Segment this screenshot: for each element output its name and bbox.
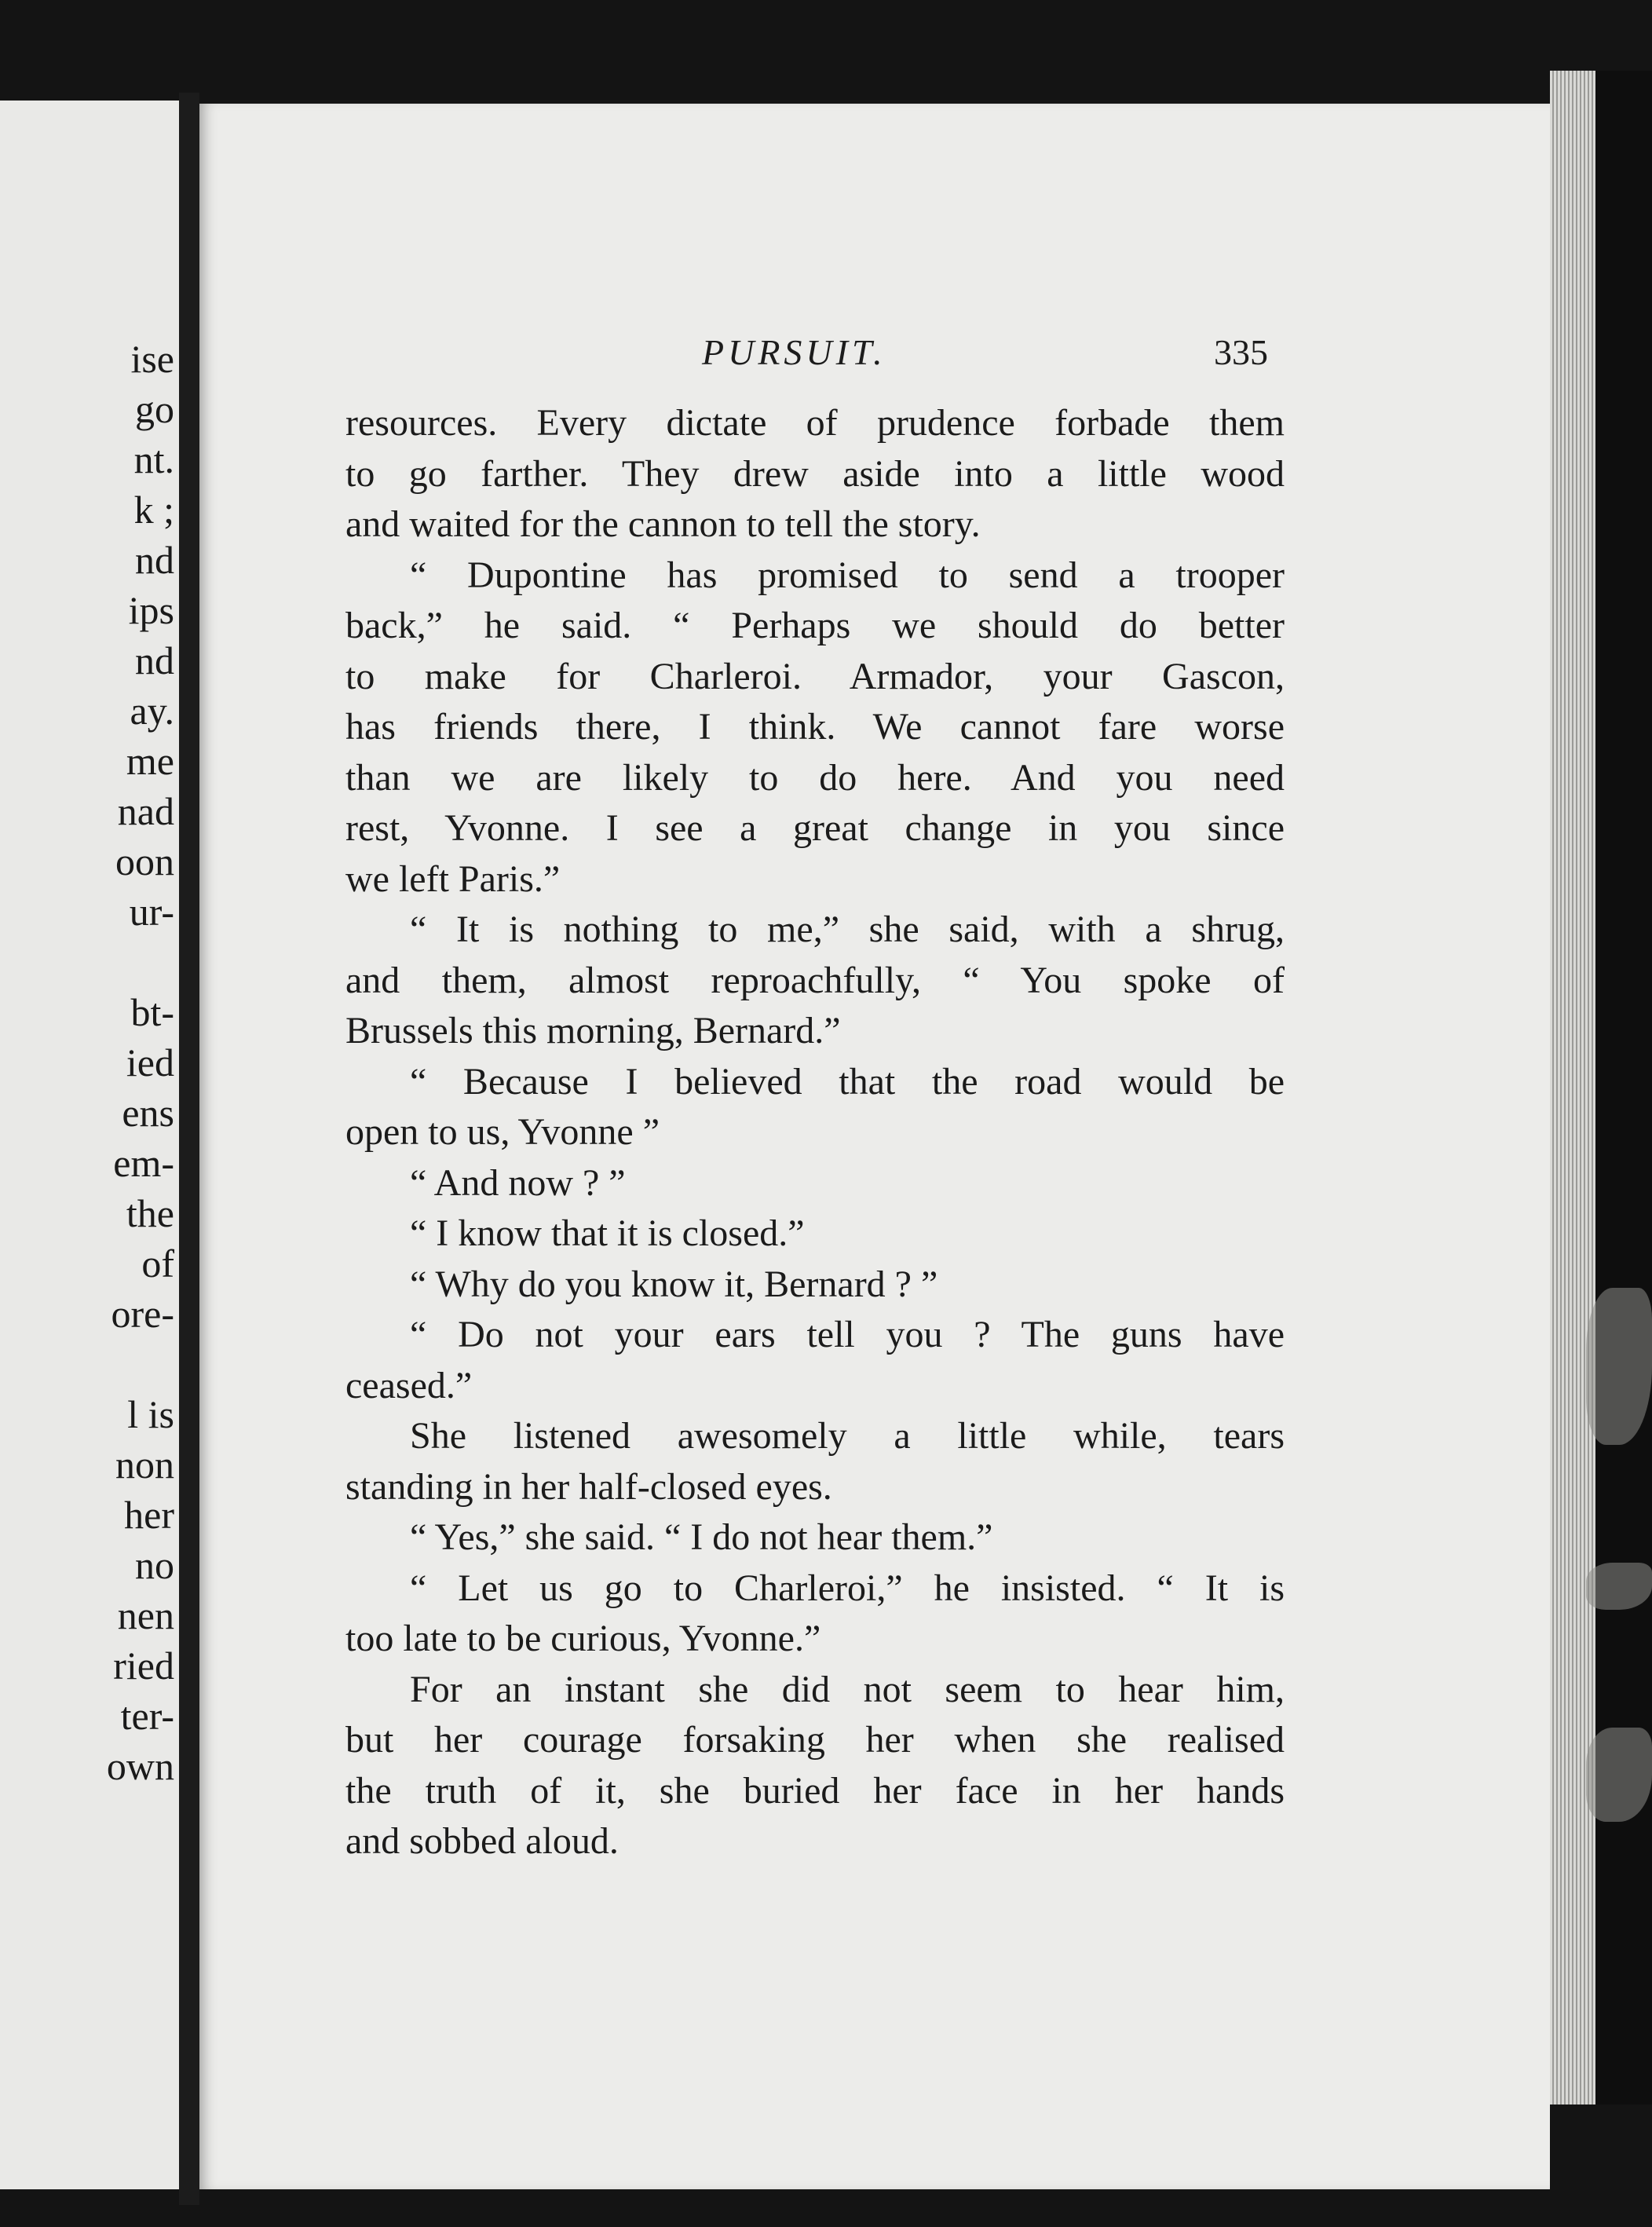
- text-line: has friends there, I think. We cannot fare worse: [345, 706, 1285, 748]
- left-page: [0, 101, 179, 2189]
- text-line: but her courage forsaking her when she realised: [345, 1719, 1285, 1761]
- text-line: and waited for the cannon to tell the story.: [345, 503, 981, 545]
- text-line: “ And now ? ”: [410, 1161, 626, 1204]
- running-title: PURSUIT.: [702, 332, 886, 372]
- left-page-line: go: [135, 387, 174, 431]
- left-page-line: bt-: [130, 990, 174, 1034]
- text-line: “ Dupontine has promised to send a trooper: [410, 554, 1285, 596]
- left-page-line: non: [115, 1443, 174, 1486]
- left-page-line: nd: [135, 638, 174, 682]
- text-line: and sobbed aloud.: [345, 1820, 619, 1862]
- left-page-line: em-: [113, 1141, 174, 1185]
- text-line: rest, Yvonne. I see a great change in you since: [345, 807, 1285, 849]
- text-line: She listened awesomely a little while, tears: [410, 1415, 1285, 1457]
- left-page-line: k ;: [133, 488, 174, 532]
- left-page-line: nen: [117, 1593, 174, 1637]
- left-page-line: ore-: [111, 1292, 174, 1336]
- left-page-line: ried: [113, 1644, 174, 1688]
- text-line: we left Paris.”: [345, 858, 561, 900]
- text-line: the truth of it, she buried her face in her hands: [345, 1769, 1285, 1812]
- left-page-line: ens: [122, 1091, 174, 1135]
- left-page-line: of: [141, 1241, 174, 1285]
- text-line: “ It is nothing to me,” she said, with a shrug,: [410, 909, 1285, 950]
- scan-debris: [1586, 1563, 1652, 1610]
- text-line: standing in her half-closed eyes.: [345, 1465, 832, 1508]
- text-line: to make for Charleroi. Armador, your Gascon,: [345, 655, 1285, 697]
- text-line: to go farther. They drew aside into a little wood: [345, 452, 1285, 495]
- text-line: too late to be curious, Yvonne.”: [345, 1618, 821, 1659]
- scan-debris: [1586, 1288, 1652, 1445]
- text-line: Brussels this morning, Bernard.”: [345, 1010, 841, 1051]
- text-line: “ Why do you know it, Bernard ? ”: [410, 1263, 938, 1305]
- text-line: “ Let us go to Charleroi,” he insisted. “ It is: [410, 1567, 1285, 1609]
- left-page-line: nt.: [133, 437, 174, 481]
- left-page-line: me: [126, 739, 174, 783]
- left-page-line: own: [106, 1744, 174, 1788]
- left-page-line: oon: [115, 839, 174, 883]
- left-page-line: ied: [126, 1040, 174, 1084]
- left-page-line: ur-: [129, 890, 174, 934]
- left-page-line: the: [126, 1191, 174, 1235]
- text-line: “ Because I believed that the road would be: [410, 1060, 1285, 1103]
- text-line: “ Do not your ears tell you ? The guns have: [410, 1314, 1285, 1355]
- page-number: 335: [1214, 332, 1268, 372]
- left-page-line: no: [135, 1543, 174, 1587]
- scan-debris: [1586, 1728, 1652, 1822]
- text-line: For an instant she did not seem to hear him,: [410, 1668, 1285, 1710]
- text-line: back,” he said. “ Perhaps we should do better: [345, 605, 1285, 646]
- left-page-line: her: [124, 1493, 174, 1537]
- text-line: and them, almost reproachfully, “ You spoke of: [345, 959, 1285, 1001]
- left-page-line: nad: [117, 789, 174, 833]
- left-page-line: nd: [135, 538, 174, 582]
- left-page-line: ter-: [120, 1694, 174, 1738]
- text-line: “ I know that it is closed.”: [410, 1212, 805, 1254]
- body-text: [345, 398, 1285, 1867]
- text-line: resources. Every dictate of prudence forbade them: [345, 402, 1285, 444]
- left-page-line: ay.: [130, 689, 174, 733]
- left-page-line: l is: [127, 1392, 174, 1436]
- right-page: [199, 104, 1550, 2189]
- left-page-line: ise: [130, 337, 174, 381]
- text-line: open to us, Yvonne ”: [345, 1111, 660, 1153]
- text-line: ceased.”: [345, 1364, 473, 1406]
- left-page-line: ips: [128, 588, 174, 632]
- text-line: than we are likely to do here. And you need: [345, 756, 1285, 799]
- running-header: [199, 331, 1550, 386]
- book-gutter: [179, 93, 199, 2205]
- text-line: “ Yes,” she said. “ I do not hear them.”: [410, 1516, 993, 1558]
